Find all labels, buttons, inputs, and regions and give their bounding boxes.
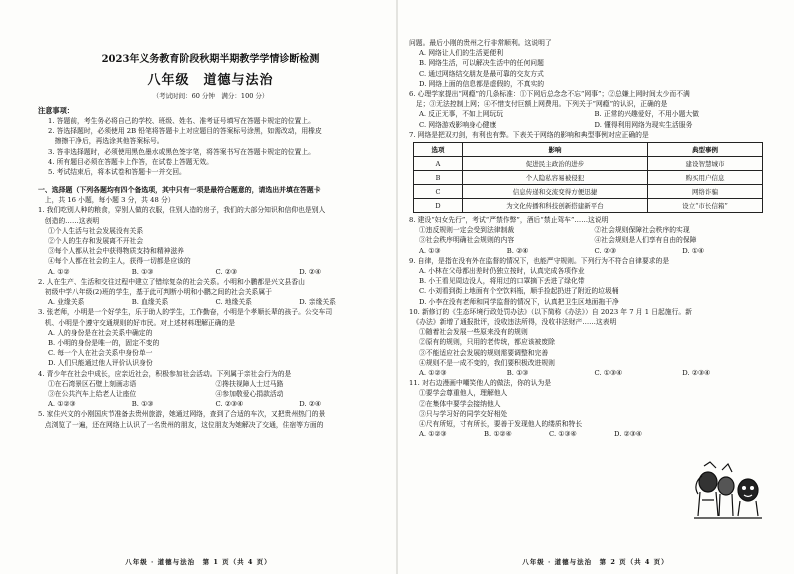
q5-item: B. 网络生活，可以解决生活中的任何问题 [419,59,544,68]
question-6-cont: 足；③无法控制上网；④不惜支付巨额上网费用。下列关于“网瘾”的认识，正确的是 [409,100,668,109]
section-heading: 一、选择题（下列各题均有四个备选项，其中只有一项是最符合题意的，请选出并填在答题卡 [38,186,321,195]
q8-option-a: A. ①③ [419,246,441,255]
q4-item: ③在公共汽车上给老人让座位 [48,390,137,399]
question-4: 4. 青少年在社会中成长，应亲近社会，积极参加社会活动。下列属于亲社会行为的是 [38,369,292,378]
q1-item: ①个人生活与社会发展没有关系 [48,226,144,235]
notes-list [38,116,383,177]
q11-option-b: B. ①②④ [484,430,512,439]
table-row [414,157,763,171]
question-2: 2. 人在生产、生活和交往过程中建立了错综复杂的社会关系。小明和小鹏都是兴文县香山 [38,277,305,286]
q4-option-a: A. ①②③ [48,400,76,409]
table-cell: C [414,185,463,199]
section-heading-cont: 上，共 16 小题，每小题 3 分，共 48 分） [38,196,175,205]
q1-options [38,267,383,277]
question-5: 5. 家住兴文的小刚国庆节准备去贵州旅游，她通过网络，查到了合适的车次，又把贵州热门的景 [38,410,326,419]
q11-item: ①要学会尊重他人，理解他人 [419,389,508,398]
exam-title: 2023年义务教育阶段秋期半期教学学情诊断检测 [101,54,320,65]
q6-option-b: B. 正常的兴趣爱好，不用小题大做 [594,110,699,119]
table-header: 选项 [414,143,463,157]
q1-item: ④每个人都在社会的主人，获得一切都是应该的 [48,257,191,266]
table-header: 典型事例 [648,143,763,157]
q2-option-d: D. 亲缘关系 [299,298,336,307]
q2-option-b: B. 血缘关系 [131,298,169,307]
table-cell: 购买用户信息 [648,171,763,185]
q1-option-b: B. ①③ [131,267,154,276]
exam-page-2 [397,0,794,574]
table-cell: 网络诈骗 [648,185,763,199]
note-item: 3. 答非选择题时，必须使用黑色墨水或黑色签字笔，将答案书写在答题卡规定的位置上。 [48,147,315,156]
note-item: 2. 答选择题时，必须使用 2B 铅笔将答题卡上对应题目的答案标号涂黑，如需改动，用橡皮 [48,127,322,136]
question-1: 1. 我们吃别人种的粮食，穿别人做的衣服，住别人造的房子，我们的大部分知识和信仰也是别人 [38,206,326,215]
q8-item: ④社会规则是人们享有自由的保障 [594,236,697,245]
note-item: 4. 所有题目必须在答题卡上作答，在试卷上答题无效。 [48,157,213,166]
q7-table [413,142,763,213]
q3-item: D. 人们只能通过他人评价认识身份 [48,359,153,368]
table-cell: 建设智慧城市 [648,157,763,171]
q2-option-a: A. 业缘关系 [48,298,85,307]
q8-options [409,246,770,256]
question-3: 3. 张老师，小明是一个好学生，乐于助人的学生，工作勤奋，小明是个孝顺长辈的孩子。公交车司 [38,308,333,317]
q11-item: ②在集体中要学会接纳他人 [419,399,501,408]
question-6: 6. 心理学家提出“网瘾”的几条标准：①下网后总念念不忘“网事”；②总嫌上网时间太少而不满 [409,90,690,99]
table-cell: A [414,157,463,171]
table-cell: D [414,199,463,213]
q10-item: ②原有的规则，只用的老传统，都应该被废除 [419,338,555,347]
exam-subtitle: 八年级 道德与法治 [147,73,274,88]
page-footer: 八年级 · 道德与法治 第 1 页（共 4 页） [125,558,272,566]
question-11: 11. 对右边漫画中嘲笑他人的做法，你的认为是 [409,379,552,388]
q10-item: ①随着社会发展一些原来没有的规则 [419,328,528,337]
notes-title: 注意事项： [38,106,74,115]
q4-item: ④参加敬爱心捐款活动 [215,390,284,399]
question-5-cont: 点浏览了一遍，还在网络上认识了一名贵州的朋友，这位朋友为她解决了交通，住宿等方面的 [38,420,324,429]
question-1-cont: 创造的……这表明 [38,216,100,225]
q4-options [38,399,383,409]
q4-option-b: B. ①③ [131,400,154,409]
q3-item: A. 人的身份是在社会关系中确定的 [48,328,153,337]
q2-option-c: C. 地缘关系 [215,298,252,307]
question-7: 7. 网络是把双刃剑，有利也有弊。下表关于网络的影响和典型事例对应正确的是 [409,130,649,139]
question-2-cont: 初级中学八年级(2)班的学生，基于此可判断小明和小鹏之间的社会关系属于 [38,288,272,297]
q1-option-d: D. ②④ [299,267,321,276]
q2-options [38,297,383,307]
q5-item: D. 网络上面的信息都是虚假的，不真实的 [419,79,545,88]
q8-option-c: C. ②③ [594,246,616,255]
q10-option-c: C. ①③④ [594,369,623,378]
q9-item: D. 小李在没有老师和同学监督的情况下，认真把卫生区地面拖干净 [419,297,619,306]
q8-option-d: D. ①④ [682,246,704,255]
cartoon-illustration [692,460,764,522]
q10-item: ④规则不是一成不变的，我们要积极改进规则 [419,358,555,367]
q8-items-row [409,235,770,245]
q6-options-row [409,120,770,130]
q8-option-b: B. ②④ [506,246,529,255]
q11-item: ③只与学习好的同学交好相处 [419,409,508,418]
table-header: 影响 [463,143,648,157]
question-3-cont: 机、小明是个遵守交通规则的好市民。对上述材料理解正确的是 [38,318,236,327]
table-cell: B [414,171,463,185]
table-cell: 促进民主政治的进步 [463,157,648,171]
q4-items-row [38,379,383,389]
q11-option-c: C. ①③④ [549,430,577,439]
q5-item: C. 通过网络结交朋友是最可靠的交友方式 [419,69,544,78]
q8-item: ③社会秩序明确社会规则的内容 [419,236,515,245]
q3-item: B. 小明的身份是唯一的，固定不变的 [48,339,160,348]
q10-option-b: B. ①③ [506,369,529,378]
question-5-cont: 问题。最后小刚的贵州之行非常顺利。这说明了 [409,39,552,47]
note-item: 5. 考试结束后，将本试卷和答题卡一并交回。 [48,168,186,177]
q10-option-d: D. ②③④ [682,369,711,378]
q6-option-c: C. 网络游戏影响身心健康 [419,120,497,129]
q5-item: A. 网络让人们的生活更便利 [419,49,503,58]
question-9: 9. 自律，是指在没有外在监督的情况下，也能严守规则。下列行为不符合自律要求的是 [409,256,670,265]
q8-item: ②社会规则保障社会秩序的实现 [594,226,690,235]
q6-option-d: D. 懂得利用网络为现实生活服务 [594,120,693,129]
q6-options-row [409,109,770,119]
page-footer: 八年级 · 道德与法治 第 2 页（共 4 页） [522,558,669,566]
q1-option-a: A. ①② [48,267,70,276]
q4-item: ①在石湾景区石壁上刻画志语 [48,379,137,388]
table-cell: 信息传递和交流变得方便迅捷 [463,185,648,199]
table-row [414,185,763,199]
q8-items-row [409,225,770,235]
q1-item: ②个人的生存和发展离不开社会 [48,237,144,246]
question-10-cont: 《办法》新增了通报批评，没收违法所得，没收非法财产……这表明 [409,318,617,327]
q11-option-a: A. ①②③ [419,430,447,439]
q11-option-d: D. ②③④ [614,430,642,439]
q1-item: ③每个人都从社会中获得物质支持和精神滋养 [48,247,184,256]
q10-option-a: A. ①②③ [419,369,447,378]
note-item: 1. 答题前，考生务必将自己的学校、班级、姓名、准考证号填写在答题卡规定的位置上。 [48,117,315,125]
table-row [414,199,763,213]
q6-option-a: A. 反正无事，不如上网玩玩 [419,110,503,119]
q9-item: B. 小王看见周边没人，将用过的口罩摘下丢进了绿化带 [419,277,585,286]
table-cell: 为文化传播和科技创新搭建新平台 [463,199,648,213]
q9-item: A. 小林在父母都出差时仍独立按时，认真完成各项作业 [419,267,585,276]
q11-options [409,429,679,439]
q10-options [409,368,770,378]
question-10: 10. 新修订的《生态环境行政处罚办法》（以下简称《办法》）自 2023 年 7 月 1 日起施行。新 [409,307,692,316]
note-item: 擦擦干净后，再选涂其他答案标号。 [48,137,164,146]
q4-item: ②搀扶视障人士过马路 [215,379,284,388]
q4-items-row [38,389,383,399]
question-8: 8. 建设“妇女先行”，考试“严禁作弊”，酒后“禁止驾车”……这说明 [409,216,609,225]
exam-info: （考试时间：60 分钟 满分：100 分） [152,92,269,100]
table-row [414,171,763,185]
q3-item: C. 每一个人在社会关系中身份单一 [48,349,153,358]
q1-option-c: C. ②③ [215,267,237,276]
table-header-row [414,143,763,157]
q4-option-c: C. ②③④ [215,400,244,409]
table-cell: 设立“市长信箱” [648,199,763,213]
q11-item: ④尺有所短，寸有所长，要善于发现他人的缕质和特长 [419,420,583,429]
q10-item: ③不能适应社会发展的规则需要调整和完善 [419,348,549,357]
q4-option-d: D. ②④ [299,400,321,409]
table-cell: 个人隐私容易被侵犯 [463,171,648,185]
q9-item: C. 小刘看到街上地面有个空饮料瓶，顺手捡起扔进了附近的垃圾桶 [419,287,619,296]
q8-item: ①违反规则一定会受到法律制裁 [419,226,515,235]
